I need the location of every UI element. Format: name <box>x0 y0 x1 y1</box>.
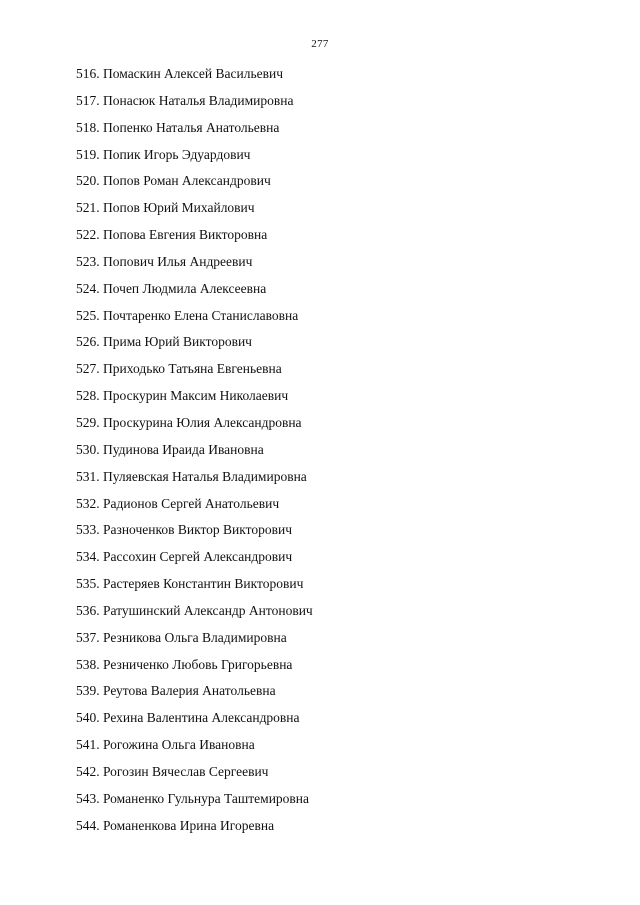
entry-number: 527. <box>76 361 100 377</box>
list-item <box>76 440 313 467</box>
entry-number: 529. <box>76 414 100 430</box>
entry-name: Прима Юрий Викторович <box>103 334 252 350</box>
list-item <box>76 681 313 708</box>
list-item <box>76 547 313 574</box>
list-item <box>76 789 313 816</box>
list-item <box>76 306 313 333</box>
entry-name: Почтаренко Елена Станиславовна <box>103 307 299 323</box>
entry-number: 538. <box>76 656 100 672</box>
entry-name: Разноченков Виктор Викторович <box>103 522 293 538</box>
entry-number: 532. <box>76 495 100 511</box>
list-item <box>76 735 313 762</box>
entry-number: 521. <box>76 200 100 216</box>
entry-name: Радионов Сергей Анатольевич <box>103 495 280 511</box>
list-item <box>76 520 313 547</box>
entry-number: 519. <box>76 146 100 162</box>
entry-number: 524. <box>76 280 100 296</box>
list-item <box>76 252 313 279</box>
entry-name: Почеп Людмила Алексеевна <box>103 280 267 296</box>
entry-number: 534. <box>76 549 100 565</box>
entry-number: 525. <box>76 307 100 323</box>
list-item <box>76 91 313 118</box>
entry-number: 520. <box>76 173 100 189</box>
entry-name: Помаскин Алексей Васильевич <box>103 66 283 81</box>
entry-name: Попов Юрий Михайлович <box>103 200 255 216</box>
entry-number: 543. <box>76 790 100 806</box>
list-item <box>76 494 313 521</box>
entry-number: 544. <box>76 817 100 833</box>
list-item <box>76 655 313 682</box>
entry-name: Попик Игорь Эдуардович <box>103 146 251 162</box>
list-item <box>76 601 313 628</box>
list-item <box>76 279 313 306</box>
entry-number: 541. <box>76 737 100 753</box>
name-list <box>76 64 313 842</box>
entry-number: 517. <box>76 92 100 108</box>
entry-name: Романенкова Ирина Игоревна <box>103 817 275 833</box>
entry-number: 530. <box>76 441 100 457</box>
list-item <box>76 64 313 91</box>
list-item <box>76 225 313 252</box>
list-item <box>76 467 313 494</box>
list-item <box>76 332 313 359</box>
entry-name: Пудинова Ираида Ивановна <box>103 441 264 457</box>
entry-number: 531. <box>76 468 100 484</box>
entry-number: 533. <box>76 522 100 538</box>
entry-number: 528. <box>76 388 100 404</box>
entry-name: Попович Илья Андреевич <box>103 253 253 269</box>
entry-name: Проскурина Юлия Александровна <box>103 414 302 430</box>
entry-name: Резниченко Любовь Григорьевна <box>103 656 293 672</box>
page-number: 277 <box>311 38 329 50</box>
list-item <box>76 171 313 198</box>
entry-name: Ратушинский Александр Антонович <box>103 602 313 618</box>
entry-name: Реутова Валерия Анатольевна <box>103 683 276 699</box>
entry-number: 516. <box>76 66 100 81</box>
list-item <box>76 574 313 601</box>
entry-name: Понасюк Наталья Владимировна <box>103 92 294 108</box>
entry-name: Проскурин Максим Николаевич <box>103 388 289 404</box>
entry-number: 518. <box>76 119 100 135</box>
entry-name: Рассохин Сергей Александрович <box>103 549 293 565</box>
list-item <box>76 708 313 735</box>
entry-number: 522. <box>76 227 100 243</box>
entry-number: 523. <box>76 253 100 269</box>
list-item <box>76 145 313 172</box>
entry-number: 539. <box>76 683 100 699</box>
entry-name: Попова Евгения Викторовна <box>103 227 268 243</box>
entry-name: Рехина Валентина Александровна <box>103 710 300 726</box>
entry-name: Романенко Гульнура Таштемировна <box>103 790 310 806</box>
entry-name: Растеряев Константин Викторович <box>103 576 304 592</box>
entry-number: 540. <box>76 710 100 726</box>
entry-name: Приходько Татьяна Евгеньевна <box>103 361 282 377</box>
entry-name: Попенко Наталья Анатольевна <box>103 119 280 135</box>
list-item <box>76 386 313 413</box>
entry-name: Рогозин Вячеслав Сергеевич <box>103 763 269 779</box>
list-item <box>76 359 313 386</box>
entry-number: 535. <box>76 576 100 592</box>
list-item <box>76 628 313 655</box>
entry-name: Пуляевская Наталья Владимировна <box>103 468 307 484</box>
entry-number: 537. <box>76 629 100 645</box>
list-item <box>76 816 313 843</box>
list-item <box>76 413 313 440</box>
entry-name: Попов Роман Александрович <box>103 173 271 189</box>
list-item <box>76 118 313 145</box>
entry-number: 526. <box>76 334 100 350</box>
entry-name: Резникова Ольга Владимировна <box>103 629 287 645</box>
entry-name: Рогожина Ольга Ивановна <box>103 737 255 753</box>
entry-number: 542. <box>76 763 100 779</box>
entry-number: 536. <box>76 602 100 618</box>
list-item <box>76 198 313 225</box>
list-item <box>76 762 313 789</box>
